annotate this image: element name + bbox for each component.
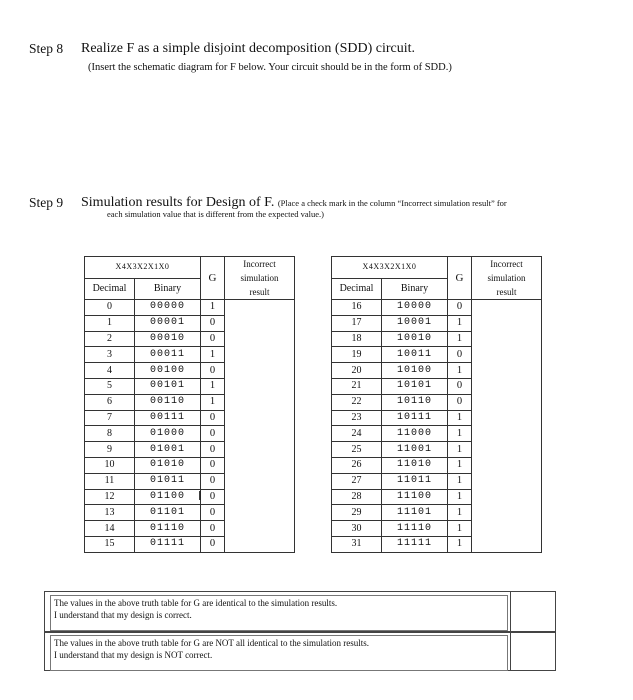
decimal-cell: 22: [332, 394, 382, 410]
text-cursor-icon: I: [198, 489, 202, 503]
incorrect-header-l1: Incorrect: [490, 259, 523, 269]
incorrect-header: [472, 257, 542, 300]
table-row: [85, 536, 295, 552]
table-row: [85, 378, 295, 394]
g-cell: 0: [201, 331, 225, 347]
table-row: [332, 489, 542, 505]
binary-cell: 00000: [135, 300, 201, 316]
decimal-cell: 5: [85, 378, 135, 394]
result-option-incorrect-line2: I understand that my design is NOT correct.: [54, 649, 213, 660]
incorrect-check-cell[interactable]: [225, 347, 295, 363]
table-row: [332, 410, 542, 426]
g-cell: 0: [448, 347, 472, 363]
decimal-cell: 31: [332, 536, 382, 552]
table-row: [85, 473, 295, 489]
result-option-incorrect-text: [50, 635, 508, 671]
decimal-cell: 6: [85, 394, 135, 410]
incorrect-check-cell[interactable]: [225, 505, 295, 521]
incorrect-check-cell[interactable]: [472, 363, 542, 379]
binary-cell: 00110: [135, 394, 201, 410]
table-row: [85, 505, 295, 521]
binary-cell: 11001: [382, 442, 448, 458]
result-option-correct: [44, 591, 556, 633]
g-cell: 0: [201, 521, 225, 537]
step-8-title: Realize F as a simple disjoint decomposition (SDD) circuit.: [81, 41, 415, 56]
binary-header: Binary: [382, 278, 448, 300]
incorrect-check-cell[interactable]: [225, 331, 295, 347]
g-cell: 1: [201, 394, 225, 410]
step-9-note-inline: (Place a check mark in the column “Incorrect simulation result” for: [277, 198, 507, 208]
decimal-cell: 30: [332, 521, 382, 537]
g-cell: 0: [201, 363, 225, 379]
table-row: [332, 505, 542, 521]
binary-cell: 11110: [382, 521, 448, 537]
binary-cell: 11111: [382, 536, 448, 552]
binary-cell: 10001: [382, 315, 448, 331]
binary-cell: 10010: [382, 331, 448, 347]
table-header-row: [85, 257, 295, 279]
binary-cell: 11010: [382, 457, 448, 473]
step-9-title-text: Simulation results for Design of F.: [81, 195, 275, 210]
result-option-correct-line2: I understand that my design is correct.: [54, 609, 192, 620]
decimal-header: Decimal: [332, 278, 382, 300]
decimal-cell: 12: [85, 489, 135, 505]
binary-cell: 10110: [382, 394, 448, 410]
g-cell: 1: [448, 426, 472, 442]
g-header: G: [201, 257, 225, 300]
incorrect-check-cell[interactable]: [472, 489, 542, 505]
decimal-cell: 24: [332, 426, 382, 442]
incorrect-check-cell[interactable]: [225, 378, 295, 394]
decimal-cell: 7: [85, 410, 135, 426]
decimal-cell: 19: [332, 347, 382, 363]
g-cell: 1: [448, 457, 472, 473]
binary-cell: 10011: [382, 347, 448, 363]
incorrect-header-l2: simulation: [487, 273, 526, 283]
table-row: [332, 315, 542, 331]
check-box-incorrect[interactable]: [510, 632, 555, 670]
binary-cell: 11011: [382, 473, 448, 489]
incorrect-check-cell[interactable]: [472, 473, 542, 489]
g-cell: 1: [448, 363, 472, 379]
binary-cell: 01001: [135, 442, 201, 458]
g-cell: 0: [201, 457, 225, 473]
incorrect-check-cell[interactable]: [225, 457, 295, 473]
g-cell: 0: [201, 315, 225, 331]
incorrect-check-cell[interactable]: [225, 489, 295, 505]
decimal-cell: 29: [332, 505, 382, 521]
table-header-row: [332, 257, 542, 279]
decimal-cell: 13: [85, 505, 135, 521]
table-row: [332, 363, 542, 379]
incorrect-check-cell[interactable]: [225, 426, 295, 442]
incorrect-header-l3: result: [249, 287, 270, 297]
decimal-cell: 2: [85, 331, 135, 347]
table-row: [85, 457, 295, 473]
inputs-header: X4X3X2X1X0: [85, 257, 201, 279]
table-row: [332, 300, 542, 316]
g-header: G: [448, 257, 472, 300]
incorrect-check-cell[interactable]: [225, 521, 295, 537]
table-row: [332, 442, 542, 458]
table-row: [85, 394, 295, 410]
g-cell: 1: [201, 300, 225, 316]
decimal-cell: 3: [85, 347, 135, 363]
g-cell: 0: [201, 442, 225, 458]
table-row: [332, 426, 542, 442]
binary-cell: 00100: [135, 363, 201, 379]
table-row: [85, 347, 295, 363]
g-cell: 1: [448, 331, 472, 347]
binary-cell: 01111: [135, 536, 201, 552]
table-row: [332, 331, 542, 347]
incorrect-check-cell[interactable]: [225, 473, 295, 489]
decimal-cell: 10: [85, 457, 135, 473]
decimal-cell: 17: [332, 315, 382, 331]
table-row: [85, 315, 295, 331]
incorrect-check-cell[interactable]: [472, 347, 542, 363]
incorrect-check-cell[interactable]: [472, 331, 542, 347]
table-row: [332, 457, 542, 473]
g-cell: 0: [201, 489, 225, 505]
g-cell: 0: [201, 410, 225, 426]
g-cell: 0: [201, 473, 225, 489]
incorrect-check-cell[interactable]: [225, 315, 295, 331]
incorrect-check-cell[interactable]: [472, 394, 542, 410]
truth-table-right: [331, 256, 542, 553]
g-cell: 0: [448, 300, 472, 316]
step-8-label: Step 8: [29, 41, 64, 56]
binary-cell: 01000: [135, 426, 201, 442]
decimal-cell: 14: [85, 521, 135, 537]
binary-cell: 00010: [135, 331, 201, 347]
decimal-cell: 9: [85, 442, 135, 458]
binary-cell: 10101: [382, 378, 448, 394]
decimal-cell: 27: [332, 473, 382, 489]
table-row: [85, 410, 295, 426]
binary-cell: 11000: [382, 426, 448, 442]
table-row: [85, 489, 295, 505]
table-row: [85, 300, 295, 316]
decimal-cell: 23: [332, 410, 382, 426]
table-row: [332, 347, 542, 363]
g-cell: 1: [448, 521, 472, 537]
binary-cell: 00011: [135, 347, 201, 363]
incorrect-check-cell[interactable]: [225, 536, 295, 552]
decimal-cell: 16: [332, 300, 382, 316]
table-row: [85, 442, 295, 458]
binary-cell: 01010: [135, 457, 201, 473]
g-cell: 1: [448, 473, 472, 489]
g-cell: 1: [448, 489, 472, 505]
incorrect-check-cell[interactable]: [225, 363, 295, 379]
binary-cell: 10111: [382, 410, 448, 426]
binary-cell: 11101: [382, 505, 448, 521]
decimal-cell: 4: [85, 363, 135, 379]
incorrect-header-l1: Incorrect: [243, 259, 276, 269]
binary-cell: 01101: [135, 505, 201, 521]
truth-table-left: [84, 256, 295, 553]
result-option-correct-line1: The values in the above truth table for G are identical to the simulation results.: [54, 598, 338, 608]
decimal-cell: 21: [332, 378, 382, 394]
decimal-cell: 15: [85, 536, 135, 552]
incorrect-check-cell[interactable]: [472, 315, 542, 331]
g-cell: 1: [201, 347, 225, 363]
g-cell: 1: [201, 378, 225, 394]
incorrect-check-cell[interactable]: [225, 394, 295, 410]
decimal-cell: 28: [332, 489, 382, 505]
table-row: [332, 378, 542, 394]
g-cell: 1: [448, 536, 472, 552]
binary-cell: 01110: [135, 521, 201, 537]
table-row: [85, 363, 295, 379]
g-cell: 1: [448, 315, 472, 331]
incorrect-check-cell[interactable]: [472, 505, 542, 521]
g-cell: 0: [201, 536, 225, 552]
table-row: [85, 521, 295, 537]
decimal-cell: 26: [332, 457, 382, 473]
decimal-cell: 25: [332, 442, 382, 458]
decimal-cell: 20: [332, 363, 382, 379]
step-8-note: (Insert the schematic diagram for F below. Your circuit should be in the form of SDD.): [88, 62, 452, 73]
binary-cell: 01100: [135, 489, 201, 505]
decimal-cell: 8: [85, 426, 135, 442]
decimal-header: Decimal: [85, 278, 135, 300]
decimal-cell: 1: [85, 315, 135, 331]
table-row: [332, 536, 542, 552]
incorrect-header-l3: result: [496, 287, 517, 297]
binary-cell: 10100: [382, 363, 448, 379]
binary-cell: 10000: [382, 300, 448, 316]
table-row: [85, 426, 295, 442]
incorrect-check-cell[interactable]: [472, 521, 542, 537]
g-cell: 0: [448, 378, 472, 394]
check-box-correct[interactable]: [510, 592, 555, 632]
g-cell: 1: [448, 505, 472, 521]
g-cell: 1: [448, 442, 472, 458]
binary-header: Binary: [135, 278, 201, 300]
incorrect-check-cell[interactable]: [225, 300, 295, 316]
g-cell: 0: [448, 394, 472, 410]
g-cell: 1: [448, 410, 472, 426]
binary-cell: 11100: [382, 489, 448, 505]
incorrect-check-cell[interactable]: [472, 426, 542, 442]
incorrect-header: [225, 257, 295, 300]
binary-cell: 00001: [135, 315, 201, 331]
incorrect-check-cell[interactable]: [225, 410, 295, 426]
incorrect-check-cell[interactable]: [225, 442, 295, 458]
table-row: [85, 331, 295, 347]
result-option-incorrect-line1: The values in the above truth table for G are NOT all identical to the simulation results.: [54, 638, 369, 648]
binary-cell: 00101: [135, 378, 201, 394]
inputs-header: X4X3X2X1X0: [332, 257, 448, 279]
table-row: [332, 394, 542, 410]
step-9-label: Step 9: [29, 195, 64, 210]
result-option-incorrect: [44, 631, 556, 671]
decimal-cell: 11: [85, 473, 135, 489]
binary-cell: 00111: [135, 410, 201, 426]
incorrect-check-cell[interactable]: [472, 378, 542, 394]
step-9-note-line2: each simulation value that is different from the expected value.): [107, 209, 324, 219]
table-row: [332, 521, 542, 537]
incorrect-check-cell[interactable]: [472, 410, 542, 426]
incorrect-check-cell[interactable]: [472, 457, 542, 473]
table-row: [332, 473, 542, 489]
decimal-cell: 18: [332, 331, 382, 347]
g-cell: 0: [201, 505, 225, 521]
incorrect-check-cell[interactable]: [472, 300, 542, 316]
binary-cell: 01011: [135, 473, 201, 489]
result-option-correct-text: [50, 595, 508, 631]
g-cell: 0: [201, 426, 225, 442]
incorrect-check-cell[interactable]: [472, 442, 542, 458]
incorrect-check-cell[interactable]: [472, 536, 542, 552]
incorrect-header-l2: simulation: [240, 273, 279, 283]
decimal-cell: 0: [85, 300, 135, 316]
